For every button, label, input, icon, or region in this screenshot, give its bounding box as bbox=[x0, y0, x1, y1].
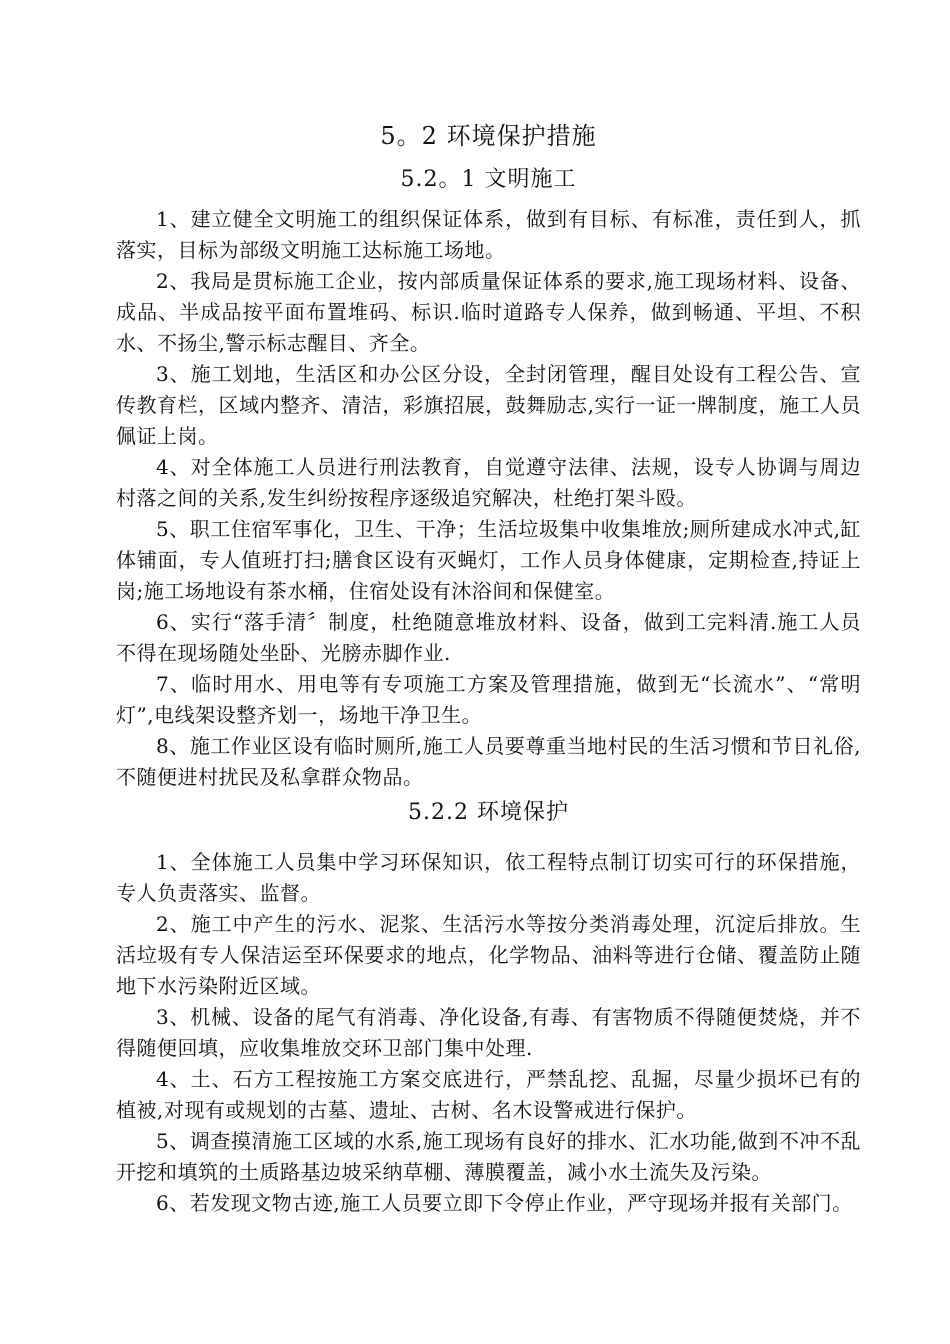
subsection-civilized-construction bbox=[116, 204, 861, 793]
section-title: 5。2 环境保护措施 bbox=[380, 122, 597, 150]
paragraph: 2、施工中产生的污水、泥浆、生活污水等按分类消毒处理，沉淀后排放。生活垃圾有专人保洁运至环保要求的地点，化学物品、油料等进行仓储、覆盖防止随地下水污染附近区域。 bbox=[116, 912, 861, 998]
paragraph: 3、机械、设备的尾气有消毒、净化设备,有毒、有害物质不得随便焚烧，并不得随便回填，应收集堆放交环卫部门集中处理. bbox=[116, 1005, 861, 1060]
paragraph: 4、土、石方工程按施工方案交底进行，严禁乱挖、乱掘，尽量少损坏已有的植被,对现有或规划的古墓、遗址、古树、名木设警戒进行保护。 bbox=[116, 1067, 861, 1122]
paragraph: 1、建立健全文明施工的组织保证体系，做到有目标、有标准，责任到人，抓落实，目标为部级文明施工达标施工场地。 bbox=[116, 207, 861, 262]
paragraph: 7、临时用水、用电等有专项施工方案及管理措施，做到无“长流水”、“常明灯”,电线架设整齐划一，场地干净卫生。 bbox=[116, 672, 861, 727]
paragraph: 3、施工划地，生活区和办公区分设，全封闭管理，醒目处设有工程公告、宣传教育栏，区域内整齐、清洁，彩旗招展，鼓舞励志,实行一证一牌制度，施工人员佩证上岗。 bbox=[116, 362, 861, 448]
paragraph: 5、职工住宿军事化，卫生、干净；生活垃圾集中收集堆放;厕所建成水冲式,缸体铺面，专人值班打扫;膳食区设有灭蝇灯，工作人员身体健康，定期检查,持证上岗;施工场地设有茶水桶，住宿处设有沐浴间和保健室。 bbox=[116, 517, 861, 603]
document-page bbox=[116, 116, 861, 1219]
paragraph: 6、若发现文物古迹,施工人员要立即下令停止作业，严守现场并报有关部门。 bbox=[156, 1191, 853, 1215]
paragraph: 6、实行“落手清〞制度，杜绝随意堆放材料、设备，做到工完料清.施工人员不得在现场随处坐卧、光膀赤脚作业. bbox=[116, 610, 861, 665]
paragraph: 5、调查摸清施工区域的水系,施工现场有良好的排水、汇水功能,做到不冲不乱开挖和填筑的土质路基边坡采纳草棚、薄膜覆盖，减小水土流失及污染。 bbox=[116, 1129, 861, 1184]
subsection-environmental-protection bbox=[116, 847, 861, 1219]
subsection-title-environmental-protection: 5.2.2 环境保护 bbox=[408, 800, 569, 825]
subsection-title-civilized-construction: 5.2。1 文明施工 bbox=[400, 167, 577, 192]
paragraph: 2、我局是贯标施工企业，按内部质量保证体系的要求,施工现场材料、设备、成品、半成品按平面布置堆码、标识.临时道路专人保养，做到畅通、平坦、不积水、不扬尘,警示标志醒目、齐全。 bbox=[116, 269, 861, 355]
paragraph: 8、施工作业区设有临时厕所,施工人员要尊重当地村民的生活习惯和节日礼俗,不随便进村扰民及私拿群众物品。 bbox=[116, 734, 861, 789]
paragraph: 4、对全体施工人员进行刑法教育，自觉遵守法律、法规，设专人协调与周边村落之间的关系,发生纠纷按程序逐级追究解决，杜绝打架斗殴。 bbox=[116, 455, 861, 510]
paragraph: 1、全体施工人员集中学习环保知识，依工程特点制订切实可行的环保措施，专人负责落实、监督。 bbox=[116, 850, 861, 905]
